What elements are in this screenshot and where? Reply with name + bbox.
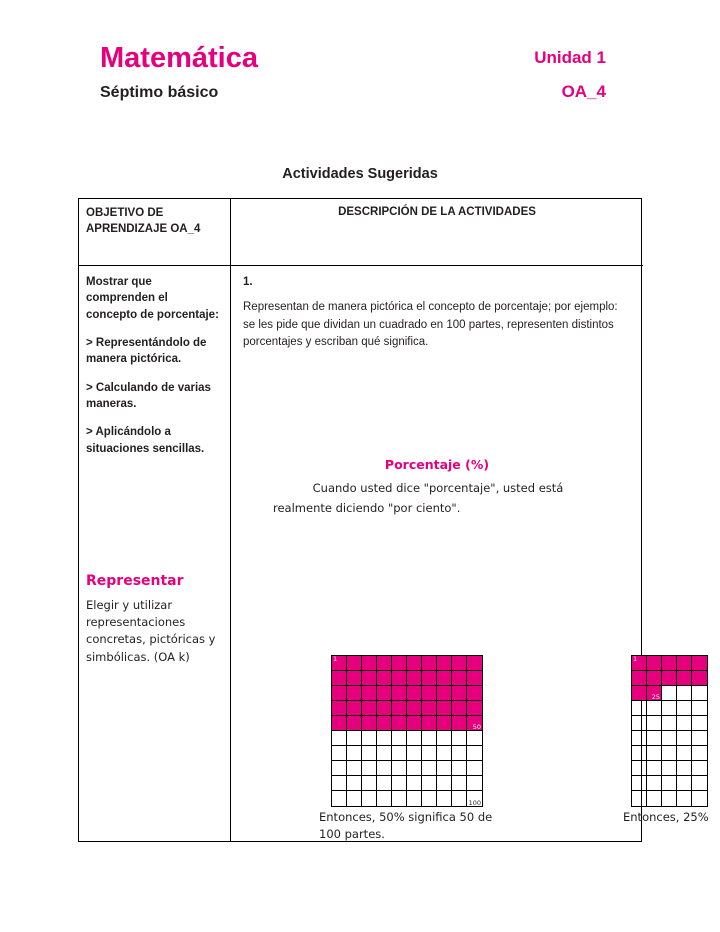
grid-label-filled-last: 50 [472, 722, 481, 731]
grid-cell [422, 701, 437, 716]
grid-cell [332, 671, 347, 686]
grid-cell [677, 791, 692, 806]
grid-cell [452, 776, 467, 791]
grid-cell [437, 746, 452, 761]
grid-cell [677, 671, 692, 686]
grid-cell [362, 761, 377, 776]
grid-cell [392, 791, 407, 806]
grid-cell [347, 671, 362, 686]
grid-cell [647, 791, 662, 806]
grid-cell [332, 716, 347, 731]
grid-cell [467, 761, 482, 776]
grid-cell [692, 791, 707, 806]
grid-cell [407, 761, 422, 776]
grid-cell [632, 761, 647, 776]
objective-intro: Mostrar que comprenden el concepto de porcentaje: [86, 276, 219, 321]
grid-cell [347, 791, 362, 806]
grid-cell [392, 716, 407, 731]
grid-label-first: 1 [633, 655, 638, 663]
grid-cell [677, 686, 692, 701]
grid-cell [452, 791, 467, 806]
activity-description: Representan de manera pictórica el concepto de porcentaje; por ejemplo: se les pide que dividan un cuadrado en 100 partes, representen distintos porcentajes y escriban qué significa. [243, 301, 618, 348]
grid-cell [437, 761, 452, 776]
grid-cell [632, 746, 647, 761]
grid-cell [467, 776, 482, 791]
grid-cell [677, 716, 692, 731]
grid-cell [407, 701, 422, 716]
grid-cell [692, 746, 707, 761]
grid-cell [647, 731, 662, 746]
grid-cell [677, 731, 692, 746]
grid-cell [437, 701, 452, 716]
grid-cell [452, 731, 467, 746]
grid-cell [692, 776, 707, 791]
table-header-description: DESCRIPCIÓN DE LA ACTIVIDADES [231, 199, 643, 266]
grid-cell [452, 686, 467, 701]
grid-cell [437, 686, 452, 701]
grid-cell [407, 716, 422, 731]
grid-cell [347, 776, 362, 791]
grid-cell [422, 746, 437, 761]
grid-cell [662, 746, 677, 761]
grid-cell [422, 761, 437, 776]
grid-cell [677, 776, 692, 791]
grid-cell [632, 671, 647, 686]
grid-cell [362, 731, 377, 746]
grid-cell [647, 671, 662, 686]
grid-cell [422, 686, 437, 701]
skill-title: Representar [86, 572, 184, 589]
grid-cell [332, 791, 347, 806]
caption-50-percent: Entonces, 50% significa 50 de 100 partes. [319, 810, 493, 841]
objective-bullet-1: > Representándolo de manera pictórica. [86, 336, 207, 366]
grid-cell [332, 731, 347, 746]
grid-cell [377, 731, 392, 746]
grid-cell [452, 761, 467, 776]
grid-cell [632, 686, 647, 701]
grid-cell [407, 686, 422, 701]
grid-cell [407, 791, 422, 806]
grid-cell [437, 656, 452, 671]
grid-cell [662, 716, 677, 731]
grid-cell [377, 761, 392, 776]
grid-cell [392, 671, 407, 686]
grid-cell [437, 671, 452, 686]
grid-cell [692, 656, 707, 671]
grid-cell [467, 716, 482, 731]
grid-cell [647, 746, 662, 761]
grid-cell [407, 776, 422, 791]
objective-bullet-3: > Aplicándolo a situaciones sencillas. [86, 426, 205, 455]
grid-cell [632, 776, 647, 791]
grid-cell [467, 656, 482, 671]
grid-cell [677, 701, 692, 716]
grid-cell [692, 761, 707, 776]
grid-cell [392, 731, 407, 746]
subject-title: Matemática [100, 42, 258, 74]
grid-label-first: 1 [333, 655, 338, 663]
grid-cell [362, 776, 377, 791]
objective-bullet-2: > Calculando de varias maneras. [86, 381, 211, 410]
level-subtitle: Séptimo básico [100, 84, 219, 101]
grid-cell [662, 776, 677, 791]
grid-cell [677, 656, 692, 671]
activities-table [78, 198, 709, 842]
skill-description: Elegir y utilizar representaciones concretas, pictóricas y simbólicas. (OA k) [86, 597, 216, 664]
grid-cell [377, 656, 392, 671]
grid-cell [467, 731, 482, 746]
grid-cell [392, 701, 407, 716]
grid-cell [407, 746, 422, 761]
grid-cell [437, 716, 452, 731]
grid-cell [332, 776, 347, 791]
grid-cell [452, 701, 467, 716]
percentage-illustration [231, 457, 709, 857]
grid-cell [452, 746, 467, 761]
grid-cell [467, 671, 482, 686]
illustration-line-1: Cuando usted dice "porcentaje", usted está [312, 481, 564, 495]
grid-cell [377, 686, 392, 701]
grid-cell [392, 686, 407, 701]
objective-cell [79, 266, 231, 666]
grid-cell [662, 686, 677, 701]
section-heading: Actividades Sugeridas [282, 166, 438, 182]
caption-25-percent: Entonces, 25% [623, 810, 709, 824]
grid-cell [377, 716, 392, 731]
grid-cell [332, 701, 347, 716]
grid-cell [377, 746, 392, 761]
grid-cell [347, 716, 362, 731]
grid-cell [647, 656, 662, 671]
grid-cell [647, 776, 662, 791]
grid-cell [677, 761, 692, 776]
grid-cell [422, 776, 437, 791]
grid-label-total: 100 [468, 798, 481, 807]
grid-cell [392, 746, 407, 761]
grid-cell [422, 731, 437, 746]
grid-cell [632, 701, 647, 716]
grid-cell [422, 791, 437, 806]
grid-cell [677, 746, 692, 761]
illustration-title: Porcentaje (%) [384, 457, 490, 472]
grid-cell [662, 731, 677, 746]
grid-cell [662, 671, 677, 686]
grid-cell [632, 731, 647, 746]
illustration-line-2: realmente diciendo "por ciento". [273, 501, 461, 515]
grid-cell [662, 761, 677, 776]
grid-cell [467, 686, 482, 701]
grid-cell [662, 791, 677, 806]
grid-25-squares [631, 655, 708, 807]
grid-cell [347, 701, 362, 716]
grid-cell [332, 686, 347, 701]
grid-cell [362, 656, 377, 671]
grid-cell [647, 716, 662, 731]
grid-cell [437, 731, 452, 746]
grid-cell [467, 746, 482, 761]
grid-cell [692, 671, 707, 686]
grid-cell [647, 701, 662, 716]
table-header-objective: OBJETIVO DE APRENDIZAJE OA_4 [79, 199, 231, 266]
grid-cell [692, 731, 707, 746]
grid-cell [452, 656, 467, 671]
grid-cell [452, 716, 467, 731]
document-header [78, 38, 644, 118]
grid-cell [632, 656, 647, 671]
activity-number: 1. [243, 276, 253, 288]
grid-cell [392, 656, 407, 671]
grid-cell [332, 656, 347, 671]
grid-cell [377, 791, 392, 806]
grid-cell [422, 656, 437, 671]
grid-cell [347, 746, 362, 761]
grid-cell [377, 701, 392, 716]
grid-cell [437, 776, 452, 791]
grid-cell [407, 731, 422, 746]
grid-cell [647, 686, 662, 701]
grid-cell [392, 761, 407, 776]
grid-cell [692, 686, 707, 701]
grid-cell [332, 746, 347, 761]
grid-cell [437, 791, 452, 806]
unit-label: Unidad 1 [534, 48, 606, 67]
grid-cell [362, 671, 377, 686]
grid-cell [422, 671, 437, 686]
grid-cell [362, 686, 377, 701]
grid-cell [347, 656, 362, 671]
grid-cell [362, 791, 377, 806]
grid-100-squares [331, 655, 483, 807]
grid-cell [467, 791, 482, 806]
grid-cell [692, 701, 707, 716]
oa-label: OA_4 [561, 82, 606, 101]
grid-label-filled-last: 25 [651, 692, 660, 701]
activity-cell [231, 266, 643, 351]
grid-cell [347, 761, 362, 776]
grid-cell [347, 686, 362, 701]
grid-cell [407, 671, 422, 686]
grid-cell [647, 761, 662, 776]
grid-cell [362, 716, 377, 731]
grid-cell [332, 761, 347, 776]
grid-cell [377, 776, 392, 791]
grid-cell [662, 701, 677, 716]
grid-cell [377, 671, 392, 686]
grid-cell [422, 716, 437, 731]
grid-cell [452, 671, 467, 686]
grid-cell [362, 701, 377, 716]
grid-cell [662, 656, 677, 671]
grid-cell [692, 716, 707, 731]
grid-cell [632, 791, 647, 806]
grid-cell [407, 656, 422, 671]
grid-cell [362, 746, 377, 761]
grid-cell [467, 701, 482, 716]
grid-cell [632, 716, 647, 731]
grid-cell [392, 776, 407, 791]
grid-cell [347, 731, 362, 746]
